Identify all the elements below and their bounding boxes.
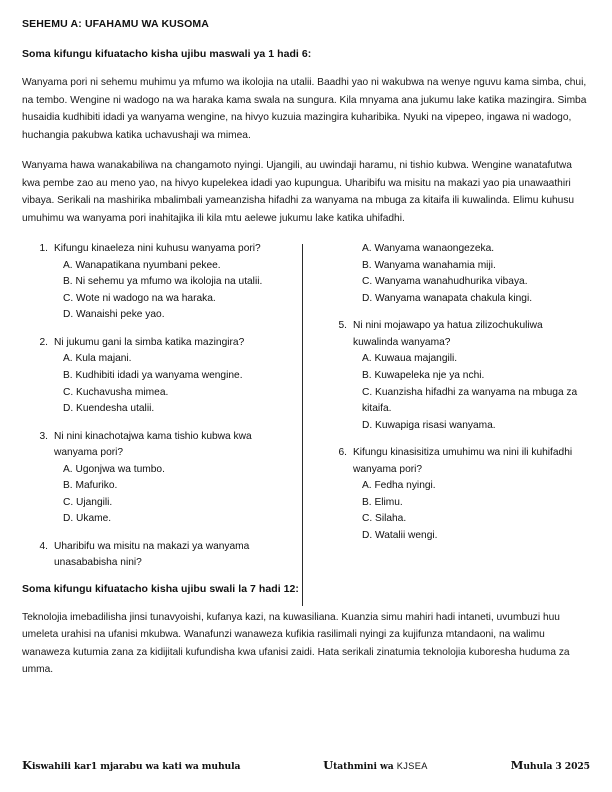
question-text: Kifungu kinaeleza nini kuhusu wanyama pori? bbox=[54, 243, 261, 255]
answer-option-a[interactable]: A. Ugonjwa wa tumbo. bbox=[63, 463, 165, 475]
passage-2-paragraph-1: Teknolojia imebadilisha jinsi tunavyoishi, kufanya kazi, na kuwasiliana. Kuanzia simu mahiri hadi intaneti, uvumbuzi huu umeleta urahisi na ufanisi mkubwa. Wanafunzi wanaweza kufikia rasilimali nyingi za kujifunza mtandaoni, na walimu wanaweza kutumia zana za kidijitali kufundisha kwa ufanisi zaidi. Hata serikali zinatumia teknolojia kuboresha huduma za umma. bbox=[22, 611, 570, 676]
footer-term-label bbox=[511, 758, 590, 772]
question-item bbox=[22, 539, 297, 572]
footer-right-dropcap: M bbox=[510, 758, 524, 772]
question-text: Kifungu kinasisitiza umuhimu wa nini ili kuhifadhi wanyama pori? bbox=[353, 447, 573, 475]
footer-exam-code: KJSEA bbox=[396, 761, 428, 771]
question-text: Uharibifu wa misitu na makazi ya wanyama unasababisha nini? bbox=[54, 540, 250, 569]
answer-option-d[interactable]: D. Kuendesha utalii. bbox=[63, 403, 155, 415]
answer-option-d[interactable]: D. Wanaishi peke yao. bbox=[63, 309, 165, 321]
answer-option-d[interactable]: D. Wanyama wanapata chakula kingi. bbox=[362, 292, 533, 304]
page-footer bbox=[22, 758, 590, 772]
answer-option-b[interactable]: B. Wanyama wanahamia miji. bbox=[362, 259, 496, 271]
column-divider bbox=[302, 244, 303, 606]
footer-right-text: uhula 3 2025 bbox=[523, 761, 590, 772]
question-number: 3. bbox=[39, 430, 48, 442]
answer-option-c[interactable]: C. Wanyama wanahudhurika vibaya. bbox=[362, 276, 528, 288]
answer-option-d[interactable]: D. Watalii wengi. bbox=[362, 529, 438, 541]
answer-option-a[interactable]: A. Kuwaua majangili. bbox=[362, 353, 458, 365]
questions-column-left bbox=[22, 241, 303, 582]
footer-left-dropcap: K bbox=[22, 758, 32, 772]
questions-column-right bbox=[303, 241, 590, 555]
question-number: 5. bbox=[338, 320, 347, 332]
passage-1-paragraph-2: Wanyama hawa wanakabiliwa na changamoto nyingi. Ujangili, au uwindaji haramu, ni tishio kubwa. Wengine wanatafutwa kwa pembe zao au meno yao, na hivyo kupelekea idadi yao kupungua. Uharibifu wa misitu na makazi yao pia unawaathiri vibaya. Serikali na mashirika mbalimbali yameanzisha hifadhi za wanyama na mbuga za kitaifa ili kuwalinda. Elimu kuhusu umuhimu wa wanyama pori inahitajika ili kila mtu aelewe jukumu lake katika uhifadhi. bbox=[22, 160, 575, 224]
answer-option-c[interactable]: C. Kuchavusha mimea. bbox=[63, 386, 169, 398]
answer-option-b[interactable]: B. Ni sehemu ya mfumo wa ikolojia na utalii. bbox=[63, 276, 263, 288]
section-heading: SEHEMU A: UFAHAMU WA KUSOMA bbox=[22, 18, 210, 30]
question-item bbox=[22, 429, 297, 528]
answer-option-b[interactable]: B. Elimu. bbox=[362, 496, 403, 508]
question-item bbox=[321, 318, 590, 434]
questions-two-column-block bbox=[22, 241, 590, 582]
footer-mid-text: tathmini wa bbox=[333, 761, 394, 772]
instruction-questions-1-6: Soma kifungu kifuatacho kisha ujibu maswali ya 1 hadi 6: bbox=[22, 48, 312, 60]
answer-option-d[interactable]: D. Kuwapiga risasi wanyama. bbox=[362, 419, 496, 431]
answer-option-a[interactable]: A. Kula majani. bbox=[63, 353, 132, 365]
answer-option-c[interactable]: C. Silaha. bbox=[362, 513, 407, 525]
question-text: Ni nini mojawapo ya hatua zilizochukuliwa kuwalinda wanyama? bbox=[353, 320, 543, 348]
question-item bbox=[321, 445, 590, 544]
answer-option-a[interactable]: A. Fedha nyingi. bbox=[362, 480, 436, 492]
answer-option-b[interactable]: B. Kuwapeleka nje ya nchi. bbox=[362, 369, 485, 381]
question-text: Ni jukumu gani la simba katika mazingira? bbox=[54, 336, 245, 348]
question-number: 2. bbox=[39, 336, 48, 348]
question-4-options-continued bbox=[321, 241, 590, 307]
answer-option-c[interactable]: C. Kuanzisha hifadhi za wanyama na mbuga za kitaifa. bbox=[362, 386, 578, 415]
answer-option-a[interactable]: A. Wanapatikana nyumbani pekee. bbox=[63, 259, 221, 271]
question-number: 1. bbox=[39, 243, 48, 255]
answer-option-c[interactable]: C. Wote ni wadogo na wa haraka. bbox=[63, 292, 216, 304]
instruction-questions-7-12: Soma kifungu kifuatacho kisha ujibu swali la 7 hadi 12: bbox=[22, 582, 299, 595]
question-item bbox=[22, 335, 297, 418]
answer-option-c[interactable]: C. Ujangili. bbox=[63, 496, 113, 508]
footer-exam-label bbox=[323, 758, 428, 772]
answer-option-a[interactable]: A. Wanyama wanaongezeka. bbox=[362, 243, 495, 255]
question-number: 6. bbox=[338, 447, 347, 459]
answer-option-d[interactable]: D. Ukame. bbox=[63, 513, 112, 525]
footer-mid-dropcap: U bbox=[323, 758, 334, 772]
passage-1-paragraph-1: Wanyama pori ni sehemu muhimu ya mfumo wa ikolojia na utalii. Baadhi yao ni wakubwa na wenye nguvu kama simba, chui, na tembo. Wengine ni wadogo na wa haraka kama swala na sungura. Kila mnyama ana jukumu lake katika mazingira. Simba husaidia kudhibiti idadi ya wanyama wengine, na hivyo kuzuia mazingira kuharibika. Nyuki na vipepeo, ingawa ni wadogo, huchangia pakubwa katika uchavushaji wa mimea. bbox=[22, 77, 587, 141]
question-item bbox=[22, 241, 297, 324]
question-number: 4. bbox=[39, 540, 48, 552]
footer-left-text: iswahili kar1 mjarabu wa kati wa muhula bbox=[31, 761, 241, 772]
answer-option-b[interactable]: B. Kudhibiti idadi ya wanyama wengine. bbox=[63, 369, 243, 381]
question-text: Ni nini kinachotajwa kama tishio kubwa kwa wanyama pori? bbox=[54, 430, 252, 459]
answer-option-b[interactable]: B. Mafuriko. bbox=[63, 480, 118, 492]
footer-subject-label bbox=[22, 758, 240, 772]
